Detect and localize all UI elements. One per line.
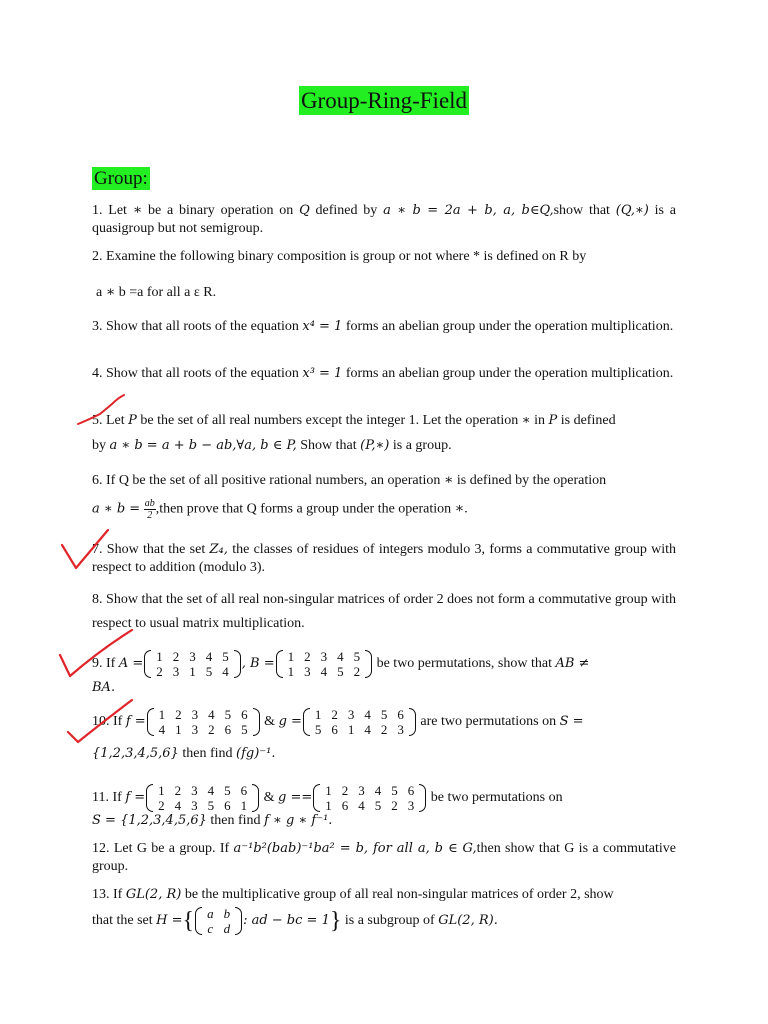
matrix-cell: 5 [207,797,215,813]
matrix-cell: 5 [391,782,398,798]
matrix-cell: 5 [337,663,344,679]
matrix-cell: 3 [191,706,199,722]
matrix-cell: 4 [358,797,365,813]
question-11-line-2: S = {1,2,3,4,5,6} then find f ∗ g ∗ f⁻¹. [92,813,333,828]
matrix-cell: 3 [397,721,404,737]
matrix-cell: 6 [397,706,404,722]
matrix-cell: 2 [304,648,311,664]
matrix-cell: 3 [191,797,198,813]
matrix-cell: 1 [347,721,355,737]
question-2: 2. Examine the following binary composition is group or not where * is defined on R by [92,249,587,264]
matrix-cell: 4 [222,663,229,679]
matrix-cell: 1 [158,782,165,798]
matrix-cell: 1 [240,797,248,813]
matrix-cell: c [207,921,214,936]
matrix-cell: 1 [325,782,332,798]
matrix-cell: 6 [331,721,338,737]
check-mark-q7 [62,530,108,568]
question-6: 6. If Q be the set of all positive rational numbers, an operation ∗ is defined by the operation [92,473,607,488]
matrix-cell: 1 [156,648,163,664]
question-5: 5. Let P be the set of all real numbers except the integer 1. Let the operation ∗ in P is defined [92,413,616,428]
matrix-cell: 3 [358,782,365,798]
question-5-line-2: by a ∗ b = a + b − ab,∀a, b ∈ P, Show that (P,∗) is a group. [92,438,452,453]
matrix-cell: 4 [337,648,344,664]
check-mark-q9 [60,630,132,676]
matrix-cell: a [207,906,214,921]
matrix-cell: 5 [380,706,388,722]
question-11: 11. If f = 1 2 3 4 5 6 2 4 3 5 6 1 & g == 1 2 3 4 5 6 1 6 4 5 2 3 be two permutations on [92,782,563,813]
matrix-cell: 5 [314,721,322,737]
matrix-cell: 1 [287,648,295,664]
matrix-cell: 5 [374,797,382,813]
check-mark-q10 [68,700,132,742]
matrix-cell: 5 [353,648,361,664]
matrix-cell: 3 [189,648,196,664]
matrix-cell: 2 [156,663,163,679]
matrix-cell: 5 [224,706,232,722]
matrix-cell: 1 [189,663,196,679]
matrix-cell: 1 [175,721,182,737]
question-1: 1. Let ∗ be a binary operation on Q defined by a ∗ b = 2a + b, a, b∈Q,show that (Q,∗) is a quasigroup but not semigroup. [92,203,677,236]
matrix-cell: 3 [347,706,355,722]
matrix-cell: 6 [241,706,248,722]
matrix-cell: 4 [208,706,215,722]
matrix-cell: 6 [407,782,415,798]
matrix-cell: 5 [241,721,248,737]
matrix-cell: 2 [174,782,182,798]
question-4: 4. Show that all roots of the equation x³ = 1 forms an abelian group under the operation multiplication. [92,366,674,381]
question-12: 12. Let G be a group. If a⁻¹b²(bab)⁻¹ba² = b, for all a, b ∈ G,then show that G is a commutative group. [92,841,676,874]
matrix-cell: 4 [320,663,328,679]
matrix-cell: 3 [320,648,328,664]
matrix-cell: 2 [341,782,349,798]
matrix-cell: 1 [314,706,322,722]
question-6-line-2: a ∗ b = $\frac{ab}{2}$ ,then prove that Q forms a group under the operation ∗. [92,498,468,521]
question-7: 7. Show that the set Z₄, the classes of residues of integers modulo 3, forms a commutative group with respect to addition (modulo 3). [92,542,677,575]
matrix-cell: 4 [174,797,182,813]
matrix-cell: 3 [191,782,198,798]
question-2-definition: a ∗ b =a for all a ε R. [96,285,217,300]
matrix-cell: 3 [407,797,415,813]
matrix-cell: 4 [207,782,215,798]
section-heading: Group: [94,168,148,189]
matrix-cell: 1 [325,797,332,813]
question-3: 3. Show that all roots of the equation x⁴ = 1 forms an abelian group under the operation multiplication. [92,319,674,334]
matrix-cell: 4 [374,782,382,798]
matrix-cell: b [223,906,231,921]
matrix-cell: 2 [208,721,215,737]
matrix-cell: 6 [341,797,349,813]
matrix-cell: 3 [172,663,180,679]
fraction-ab-over-2: $\frac{ab}{2}$ [144,498,155,521]
question-9-line-2: BA. [92,680,116,695]
question-10-line-2: {1,2,3,4,5,6} then find (fg)⁻¹. [92,746,276,761]
matrix-cell: 4 [364,721,371,737]
matrix-cell: d [223,921,231,936]
matrix-cell: 1 [287,663,295,679]
matrix-cell: 6 [240,782,248,798]
question-13: 13. If GL(2, R) be the multiplicative group of all real non-singular matrices of order 2, show [92,887,614,902]
matrix-cell: 4 [205,648,213,664]
matrix-cell: 6 [224,797,231,813]
matrix-cell: 6 [224,721,232,737]
question-9: 9. If A = 1 2 3 4 5 2 3 1 5 4 , B = 1 2 3 4 5 1 3 4 5 2 be two permutations, show that AB ≠ [92,648,590,679]
question-10: 10. If f = 1 2 3 4 5 6 4 1 3 2 6 5 & g = 1 2 3 4 5 6 5 6 1 4 2 3 are two permutations on S = [92,706,584,737]
matrix-cell: 2 [172,648,180,664]
matrix-cell: 2 [331,706,338,722]
matrix-cell: 4 [364,706,371,722]
matrix-cell: 2 [353,663,361,679]
matrix-cell: 5 [224,782,231,798]
matrix-cell: 3 [304,663,311,679]
matrix-cell: 1 [158,706,166,722]
matrix-cell: 3 [191,721,199,737]
matrix-cell: 5 [205,663,213,679]
question-8: 8. Show that the set of all real non-singular matrices of order 2 does not form a commutative group with respect to usual matrix multiplication. [92,592,676,631]
matrix-cell: 4 [158,721,166,737]
page-title: Group-Ring-Field [300,88,468,113]
check-mark-q5 [78,395,124,424]
matrix-cell: 2 [158,797,165,813]
question-13-line-2: that the set H ={ a b c d : ad − bc = 1} is a subgroup of GL(2, R). [92,906,498,936]
matrix-cell: 2 [391,797,398,813]
matrix-cell: 2 [380,721,388,737]
matrix-cell: 5 [222,648,229,664]
matrix-cell: 2 [175,706,182,722]
